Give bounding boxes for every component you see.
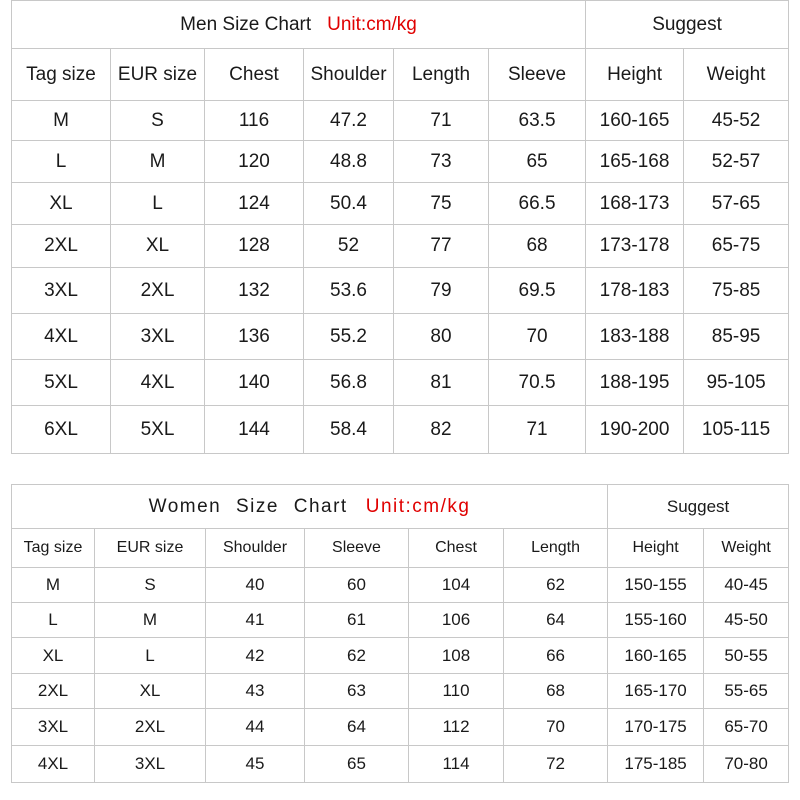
women-chart-title: Women Size Chart <box>148 495 348 517</box>
table-cell: 120 <box>205 141 304 183</box>
table-cell: 165-168 <box>586 141 684 183</box>
table-cell: 110 <box>409 674 504 709</box>
table-cell: 70 <box>489 314 586 360</box>
table-row <box>12 314 789 360</box>
table-cell: XL <box>111 225 205 268</box>
table-cell: 105-115 <box>684 406 789 454</box>
column-header: Chest <box>205 49 304 101</box>
table-cell: 62 <box>504 568 608 603</box>
men-unit-label: Unit:cm/kg <box>327 13 417 35</box>
table-cell: 82 <box>394 406 489 454</box>
table-cell: 45-52 <box>684 101 789 141</box>
table-cell: 3XL <box>12 268 111 314</box>
table-row <box>12 141 789 183</box>
table-cell: 190-200 <box>586 406 684 454</box>
table-cell: 62 <box>305 638 409 674</box>
column-header: EUR size <box>111 49 205 101</box>
table-cell: 71 <box>394 101 489 141</box>
table-cell: 70-80 <box>704 746 789 783</box>
table-cell: S <box>111 101 205 141</box>
table-cell: 64 <box>504 603 608 638</box>
table-row <box>12 406 789 454</box>
table-cell: 80 <box>394 314 489 360</box>
table-cell: 136 <box>205 314 304 360</box>
table-cell: 73 <box>394 141 489 183</box>
table-cell: 71 <box>489 406 586 454</box>
table-cell: 55.2 <box>304 314 394 360</box>
table-cell: S <box>95 568 206 603</box>
column-header: Length <box>394 49 489 101</box>
table-cell: 65 <box>305 746 409 783</box>
table-cell: 66.5 <box>489 183 586 225</box>
men-chart-title: Men Size Chart <box>180 13 312 35</box>
column-header: Chest <box>409 529 504 568</box>
table-cell: 2XL <box>111 268 205 314</box>
table-cell: 53.6 <box>304 268 394 314</box>
table-cell: 5XL <box>12 360 111 406</box>
table-cell: 4XL <box>12 746 95 783</box>
table-cell: 114 <box>409 746 504 783</box>
table-row <box>12 638 789 674</box>
table-cell: 104 <box>409 568 504 603</box>
column-header: EUR size <box>95 529 206 568</box>
table-cell: 69.5 <box>489 268 586 314</box>
table-row <box>12 746 789 783</box>
table-cell: M <box>95 603 206 638</box>
table-cell: 56.8 <box>304 360 394 406</box>
table-cell: 70.5 <box>489 360 586 406</box>
table-cell: 42 <box>206 638 305 674</box>
table-row <box>12 603 789 638</box>
column-header: Length <box>504 529 608 568</box>
table-cell: 79 <box>394 268 489 314</box>
table-cell: 60 <box>305 568 409 603</box>
table-cell: 63 <box>305 674 409 709</box>
column-header: Shoulder <box>304 49 394 101</box>
women-table-body <box>12 485 789 783</box>
table-cell: 144 <box>205 406 304 454</box>
table-cell: 112 <box>409 709 504 746</box>
table-row <box>12 268 789 314</box>
column-header: Tag size <box>12 529 95 568</box>
women-unit-label: Unit:cm/kg <box>365 495 471 517</box>
table-cell: 165-170 <box>608 674 704 709</box>
women-suggest-header: Suggest <box>608 485 789 529</box>
table-cell: 50-55 <box>704 638 789 674</box>
column-header: Shoulder <box>206 529 305 568</box>
table-cell: L <box>12 603 95 638</box>
table-cell: 77 <box>394 225 489 268</box>
table-cell: 65-70 <box>704 709 789 746</box>
table-cell: M <box>12 101 111 141</box>
table-cell: 3XL <box>12 709 95 746</box>
table-cell: 168-173 <box>586 183 684 225</box>
table-cell: 45-50 <box>704 603 789 638</box>
table-cell: 150-155 <box>608 568 704 603</box>
table-cell: L <box>12 141 111 183</box>
column-header: Tag size <box>12 49 111 101</box>
table-cell: 2XL <box>12 674 95 709</box>
table-cell: 68 <box>504 674 608 709</box>
table-row <box>12 225 789 268</box>
table-cell: 63.5 <box>489 101 586 141</box>
table-cell: 5XL <box>111 406 205 454</box>
table-cell: 47.2 <box>304 101 394 141</box>
table-cell: 75 <box>394 183 489 225</box>
table-cell: L <box>95 638 206 674</box>
table-cell: 140 <box>205 360 304 406</box>
table-cell: 3XL <box>111 314 205 360</box>
women-chart-title-cell <box>12 485 608 529</box>
table-cell: 45 <box>206 746 305 783</box>
table-cell: 40-45 <box>704 568 789 603</box>
column-header: Height <box>586 49 684 101</box>
women-title-row <box>12 485 789 529</box>
table-row <box>12 709 789 746</box>
table-cell: 160-165 <box>608 638 704 674</box>
table-row <box>12 101 789 141</box>
table-cell: 43 <box>206 674 305 709</box>
table-cell: 81 <box>394 360 489 406</box>
women-size-chart-table <box>11 484 789 783</box>
men-table-body <box>12 1 789 454</box>
table-cell: 85-95 <box>684 314 789 360</box>
column-header: Height <box>608 529 704 568</box>
table-cell: M <box>111 141 205 183</box>
men-suggest-header: Suggest <box>586 1 789 49</box>
table-cell: 160-165 <box>586 101 684 141</box>
table-cell: XL <box>95 674 206 709</box>
table-cell: 132 <box>205 268 304 314</box>
table-cell: 6XL <box>12 406 111 454</box>
table-cell: 155-160 <box>608 603 704 638</box>
men-chart-title-cell <box>12 1 586 49</box>
table-cell: 2XL <box>95 709 206 746</box>
column-header: Weight <box>704 529 789 568</box>
table-cell: 124 <box>205 183 304 225</box>
table-cell: 68 <box>489 225 586 268</box>
table-cell: 44 <box>206 709 305 746</box>
table-cell: 4XL <box>12 314 111 360</box>
table-cell: 75-85 <box>684 268 789 314</box>
table-row <box>12 568 789 603</box>
table-cell: 128 <box>205 225 304 268</box>
table-row <box>12 183 789 225</box>
table-cell: 178-183 <box>586 268 684 314</box>
table-cell: 116 <box>205 101 304 141</box>
table-cell: 48.8 <box>304 141 394 183</box>
table-cell: 106 <box>409 603 504 638</box>
table-cell: 52-57 <box>684 141 789 183</box>
column-header: Sleeve <box>305 529 409 568</box>
table-cell: 65 <box>489 141 586 183</box>
men-size-chart-table <box>11 0 789 454</box>
table-cell: 50.4 <box>304 183 394 225</box>
table-cell: 40 <box>206 568 305 603</box>
table-cell: XL <box>12 638 95 674</box>
table-cell: L <box>111 183 205 225</box>
table-cell: 57-65 <box>684 183 789 225</box>
table-cell: 188-195 <box>586 360 684 406</box>
table-cell: 70 <box>504 709 608 746</box>
table-cell: 58.4 <box>304 406 394 454</box>
table-cell: 64 <box>305 709 409 746</box>
table-cell: 108 <box>409 638 504 674</box>
table-cell: 175-185 <box>608 746 704 783</box>
table-cell: 173-178 <box>586 225 684 268</box>
table-cell: 2XL <box>12 225 111 268</box>
men-title-row <box>12 1 789 49</box>
women-column-header-row <box>12 529 789 568</box>
column-header: Sleeve <box>489 49 586 101</box>
table-row <box>12 360 789 406</box>
column-header: Weight <box>684 49 789 101</box>
table-cell: XL <box>12 183 111 225</box>
table-cell: 52 <box>304 225 394 268</box>
table-row <box>12 674 789 709</box>
table-cell: 66 <box>504 638 608 674</box>
table-cell: 55-65 <box>704 674 789 709</box>
table-cell: 61 <box>305 603 409 638</box>
table-cell: 72 <box>504 746 608 783</box>
men-column-header-row <box>12 49 789 101</box>
table-cell: 95-105 <box>684 360 789 406</box>
table-cell: 183-188 <box>586 314 684 360</box>
table-cell: 41 <box>206 603 305 638</box>
table-cell: 170-175 <box>608 709 704 746</box>
table-cell: 4XL <box>111 360 205 406</box>
table-cell: 3XL <box>95 746 206 783</box>
table-cell: M <box>12 568 95 603</box>
table-cell: 65-75 <box>684 225 789 268</box>
